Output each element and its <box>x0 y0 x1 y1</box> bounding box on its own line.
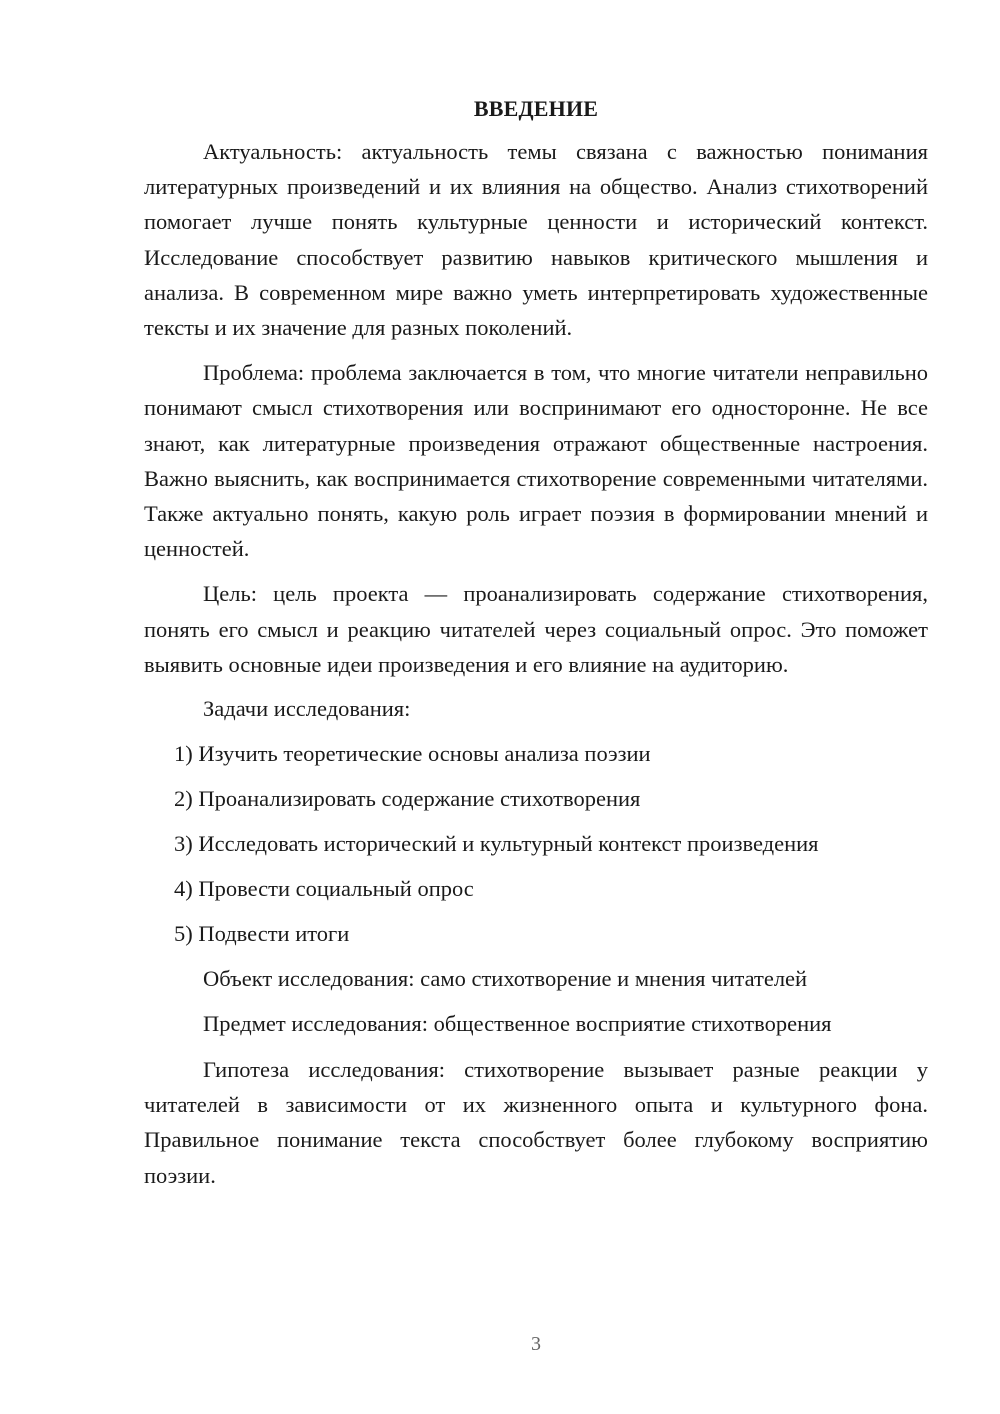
tasks-list <box>144 737 928 951</box>
task-item-2: 2) Проанализировать содержание стихотворения <box>174 786 641 812</box>
task-item-4: 4) Провести социальный опрос <box>174 876 474 902</box>
research-subject: Предмет исследования: общественное восприятие стихотворения <box>203 1011 832 1037</box>
research-object: Объект исследования: само стихотворение и мнения читателей <box>203 966 808 992</box>
task-item-1: 1) Изучить теоретические основы анализа поэзии <box>174 741 651 767</box>
task-item-5: 5) Подвести итоги <box>174 921 350 947</box>
task-item-3: 3) Исследовать исторический и культурный контекст произведения <box>174 831 819 857</box>
goal-paragraph: Цель: цель проекта — проанализировать содержание стихотворения, понять его смысл и реакцию читателей через социальный опрос. Это поможет выявить основные идеи произведения и его влияние на аудиторию. <box>144 581 928 677</box>
document-body <box>144 92 928 1203</box>
problem-paragraph: Проблема: проблема заключается в том, что многие читатели неправильно понимают смысл стихотворения или воспринимают его односторонне. Не все знают, как литературные произведения отражают общественные настроения. Важно выяснить, как воспринимается стихотворение современными читателями. Также актуально понять, какую роль играет поэзия в формировании мнений и ценностей. <box>144 360 928 562</box>
page-number: 3 <box>531 1333 541 1355</box>
relevance-paragraph: Актуальность: актуальность темы связана с важностью понимания литературных произведений и их влияния на общество. Анализ стихотворений помогает лучше понять культурные ценности и исторический контекст. Исследование способствует развитию навыков критического мышления и анализа. В современном мире важно уметь интерпретировать художественные тексты и их значение для разных поколений. <box>144 139 928 341</box>
research-hypothesis: Гипотеза исследования: стихотворение вызывает разные реакции у читателей в зависимости от их жизненного опыта и культурного фона. Правильное понимание текста способствует более глубокому восприятию поэзии. <box>144 1057 928 1188</box>
page-title: ВВЕДЕНИЕ <box>473 96 599 121</box>
tasks-heading: Задачи исследования: <box>203 696 411 722</box>
